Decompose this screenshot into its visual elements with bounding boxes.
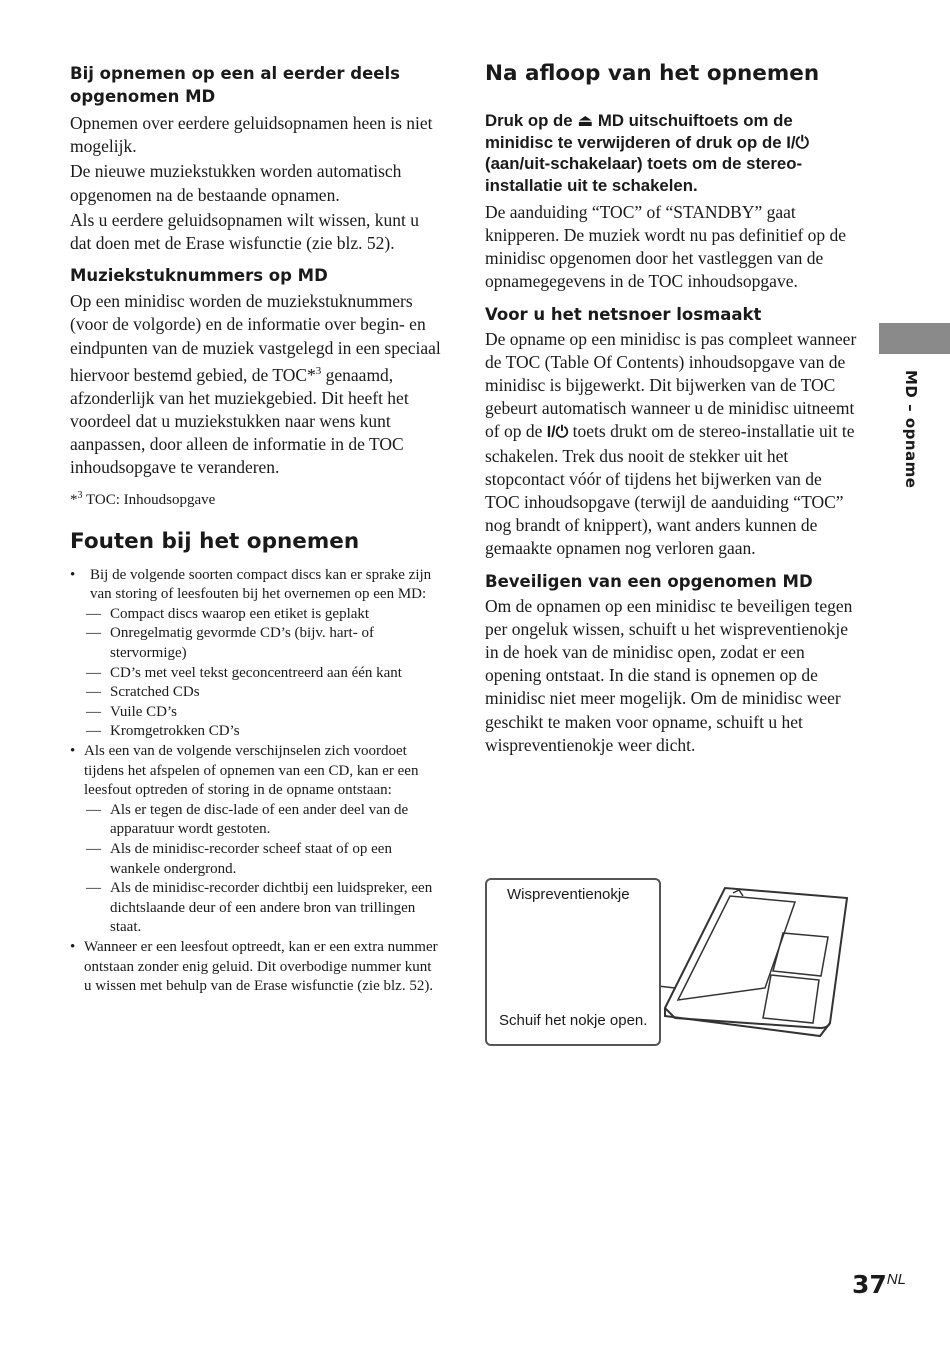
eject-icon: ⏏ <box>577 111 594 130</box>
paragraph-unplug <box>485 328 857 561</box>
list-item: — Onregelmatig gevormde CD’s (bijv. hart- of stervormige) <box>70 624 442 663</box>
heading-partial-recording: Bij opnemen op een al eerder deels opgenomen MD <box>70 64 400 106</box>
instruction-text-a: Druk op de <box>485 111 578 130</box>
slide-instruction-label: Schuif het nokje open. <box>499 1012 648 1029</box>
toc-text-b: genaamd, afzonderlijk van het muziekgebied. Dit heeft het voordeel dat u muziekstukken naar wens kunt aanpassen, door alleen de informatie in de TOC inhoudsopgave te veranderen. <box>70 364 409 478</box>
instruction-text-c: (aan/uit-schakelaar) toets om de stereo-installatie uit te schakelen. <box>485 154 803 196</box>
heading-protect: Beveiligen van een opgenomen MD <box>485 571 813 591</box>
list-item: — Compact discs waarop een etiket is geplakt <box>70 605 442 625</box>
list-item: — Kromgetrokken CD’s <box>70 722 442 742</box>
footnote <box>70 486 442 510</box>
footnote-star: * <box>70 491 78 508</box>
paragraph-toc <box>70 290 442 479</box>
paragraph-protect: Om de opnamen op een minidisc te beveiligen tegen per ongeluk wissen, schuift u het wispreventienokje in de hoek van de minidisc open, zodat er een opening ontstaat. In die stand is opnemen op de minidisc niet meer mogelijk. Om de minidisc weer geschikt te maken voor opname, schuift u het wispreventienokje weer dicht. <box>485 595 853 755</box>
toc-text-a: Op een minidisc worden de muziekstuknummers (voor de volgorde) en de informatie over begin- en eindpunten van de muziek vastgelegd in een speciaal hiervoor bestemd gebied, de TOC* <box>70 291 441 385</box>
error-list <box>70 566 442 997</box>
footnote-ref: 3 <box>315 364 322 377</box>
bullet-text: Als een van de volgende verschijnselen zich voordoet tijdens het afspelen of opnemen van een CD, kan er een leesfout optreden of storing in de opname ontstaan: <box>84 743 419 799</box>
list-item: — Als de minidisc-recorder scheef staat of op een wankele ondergrond. <box>70 840 442 879</box>
instruction-eject-or-power <box>485 110 857 197</box>
footnote-text: TOC: Inhoudsopgave <box>82 491 216 508</box>
list-item <box>70 742 442 801</box>
list-item <box>70 566 442 605</box>
paragraph-append: De nieuwe muziekstukken worden automatisch opgenomen na de bestaande opnamen. <box>70 161 402 205</box>
list-item: — CD’s met veel tekst geconcentreerd aan één kant <box>70 664 442 684</box>
section-side-label: MD – opname <box>902 370 920 489</box>
footnote-number: 3 <box>77 489 83 501</box>
closeup-box <box>485 878 661 1046</box>
paragraph-erase: Als u eerdere geluidsopnamen wilt wissen, kunt u dat doen met de Erase wisfunctie (zie blz. 52). <box>70 209 419 254</box>
minidisc-figure <box>485 878 865 1048</box>
list-item: — Als er tegen de disc-lade of een ander deel van de apparatuur wordt gestoten. <box>70 801 442 840</box>
list-item: — Vuile CD’s <box>70 703 442 723</box>
page-number-value: 37 <box>852 1270 887 1299</box>
paragraph-no-overwrite: Opnemen over eerdere geluidsopnamen heen is niet mogelijk. <box>70 113 433 157</box>
section-title-after-recording: Na afloop van het opnemen <box>485 61 820 86</box>
instruction-text-b: MD uitschuiftoets om de minidisc te verwijderen of druk op de <box>485 111 793 152</box>
power-icon: I/⏻ <box>546 424 569 442</box>
unplug-text-a: De opname op een minidisc is pas compleet wanneer de TOC (Table Of Contents) inhoudsopgave van de minidisc is bijgewerkt. Dit bijwerken van de TOC gebeurt automatisch wanneer u de minidisc uitneemt of op de <box>485 328 857 442</box>
list-item: — Als de minidisc-recorder dichtbij een luidspreker, een dichtslaande deur of een andere bron van trillingen staat. <box>70 879 442 938</box>
section-tab-marker <box>879 323 950 354</box>
tab-label: Wispreventienokje <box>507 886 630 903</box>
minidisc-shape <box>665 888 847 1028</box>
power-icon: I/⏻ <box>786 132 809 152</box>
list-item <box>70 938 442 997</box>
paragraph-toc-blink: De aanduiding “TOC” of “STANDBY” gaat knipperen. De muziek wordt nu pas definitief op de minidisc opgenomen door het vastleggen van de opnamegegevens in de TOC inhoudsopgave. <box>485 201 847 292</box>
bullet-text: Bij de volgende soorten compact discs kan er sprake zijn van storing of leesfouten bij het overnemen op een MD: <box>90 566 432 603</box>
right-column <box>485 60 857 757</box>
section-title-errors: Fouten bij het opnemen <box>70 528 360 554</box>
left-column <box>70 62 442 997</box>
page-language-code: NL <box>886 1271 906 1288</box>
page-number <box>852 1270 906 1299</box>
bullet-text: Wanneer er een leesfout optreedt, kan er een extra nummer ontstaan zonder enig geluid. Dit overbodige nummer kunt u wissen met behulp van de Erase wisfunctie (zie blz. 52). <box>84 938 438 995</box>
heading-track-numbers: Muziekstuknummers op MD <box>70 266 328 286</box>
list-item: — Scratched CDs <box>70 683 442 703</box>
heading-unplug: Voor u het netsnoer losmaakt <box>485 304 762 324</box>
unplug-text-b: toets drukt om de stereo-installatie uit te schakelen. Trek dus nooit de stekker uit het stopcontact vóór of tijdens het bijwerken van de TOC inhoudsopgave (terwijl de aanduiding “TOC” nog brandt of knippert), want anders kunnen de gemaakte opnamen nog verloren gaan. <box>485 421 855 559</box>
